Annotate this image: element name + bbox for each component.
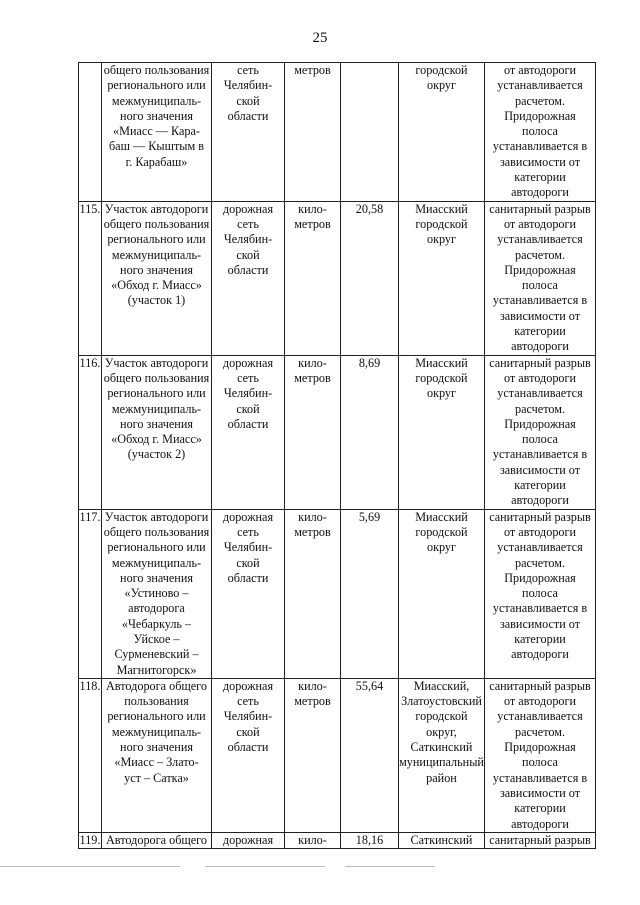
roads-table [78,62,596,849]
unit: кило- [285,832,341,848]
road-name: Участок автодороги общего пользования регионального или межмуниципаль- ного значения «Обход г. Миасс» (участок 1) [102,201,212,355]
road-name: общего пользования регионального или межмуниципаль- ного значения «Миасс — Кара- баш — Кыштым в г. Карабаш» [102,63,212,202]
scan-edge-line [205,866,325,867]
note: санитарный разрыв от автодороги устанавливается расчетом. Придорожная полоса устанавливается в зависимости от категории автодороги [485,678,596,832]
district: Миасский, Златоустовский городской округ, Саткинский муниципальный район [399,678,485,832]
district: Миасский городской округ [399,355,485,509]
district: Саткинский [399,832,485,848]
road-network: дорожная сеть Челябин- ской области [212,509,285,678]
row-number: 119. [79,832,101,847]
length-value: 55,64 [341,678,399,832]
length-value [341,63,399,202]
length-value: 20,58 [341,201,399,355]
road-network: сеть Челябин- ской области [212,63,285,202]
scan-edge-line [345,866,435,867]
length-value: 8,69 [341,355,399,509]
road-network: дорожная [212,832,285,848]
road-network: дорожная сеть Челябин- ской области [212,201,285,355]
scan-edge-line [0,866,180,867]
unit: кило- метров [285,678,341,832]
note: санитарный разрыв от автодороги устанавливается расчетом. Придорожная полоса устанавливается в зависимости от категории автодороги [485,355,596,509]
district: Миасский городской округ [399,509,485,678]
unit: кило- метров [285,509,341,678]
table-row [79,63,596,202]
table-row [79,678,596,832]
road-network: дорожная сеть Челябин- ской области [212,678,285,832]
district: городской округ [399,63,485,202]
road-network: дорожная сеть Челябин- ской области [212,355,285,509]
page-number: 25 [312,30,328,46]
road-name: Автодорога общего [102,832,212,848]
unit: метров [285,63,341,202]
table-row [79,832,596,848]
note: от автодороги устанавливается расчетом. Придорожная полоса устанавливается в зависимости от категории автодороги [485,63,596,202]
unit: кило- метров [285,201,341,355]
road-name: Автодорога общего пользования регионального или межмуниципаль- ного значения «Миасс – Злато- уст – Сатка» [102,678,212,832]
road-name: Участок автодороги общего пользования регионального или межмуниципаль- ного значения «Устиново – автодорога «Чебаркуль – Уйское – Сурменевский – Магнитогорск» [102,509,212,678]
row-number: 115. [79,201,102,355]
row-number: 117. [79,509,102,678]
note: санитарный разрыв от автодороги устанавливается расчетом. Придорожная полоса устанавливается в зависимости от категории автодороги [485,509,596,678]
table-row [79,201,596,355]
length-value: 5,69 [341,509,399,678]
unit: кило- метров [285,355,341,509]
note: санитарный разрыв [485,832,596,848]
note: санитарный разрыв от автодороги устанавливается расчетом. Придорожная полоса устанавливается в зависимости от категории автодороги [485,201,596,355]
table-row [79,509,596,678]
district: Миасский городской округ [399,201,485,355]
row-number: 116. [79,355,102,509]
table-row [79,355,596,509]
road-name: Участок автодороги общего пользования регионального или межмуниципаль- ного значения «Обход г. Миасс» (участок 2) [102,355,212,509]
length-value: 18,16 [341,832,399,848]
row-number: 118. [79,678,102,832]
row-number [79,63,102,202]
